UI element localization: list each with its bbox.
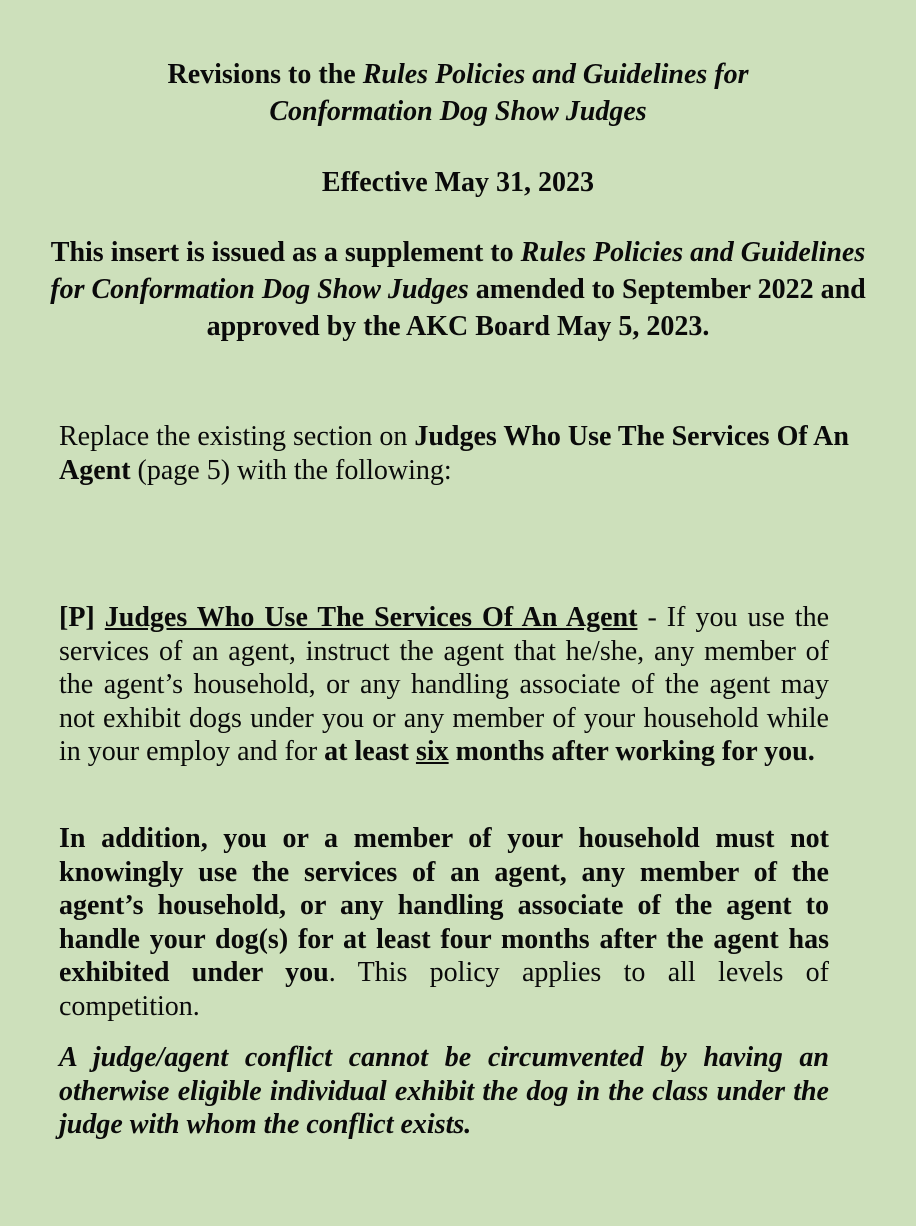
title-publication-line2: Conformation Dog Show Judges	[269, 96, 647, 127]
addition-plain-text: . This policy applies to all levels of competition.	[59, 957, 829, 1022]
conflict-paragraph: A judge/agent conflict cannot be circumvented by having an otherwise eligible individual exhibit the dog in the class under the judge with whom the conflict exists.	[59, 1042, 829, 1140]
addition-bold-text: In addition, you or a member of your household must not knowingly use the services of an agent, any member of the agent’s household, or any handling associate of the agent to handle your dog(s) for at least four months after the agent has exhibited under you	[59, 823, 829, 988]
insert-notice	[40, 234, 876, 345]
section-marker: [P]	[59, 602, 95, 633]
section-body: If you use the services of an agent, instruct the agent that he/she, any member of the agent’s household, or any handling associate of the agent may not exhibit dogs under you or any member of your household while in your employ and for	[59, 602, 830, 767]
insert-notice-intro: This insert is issued as a supplement to	[50, 237, 521, 268]
title-publication-line1: Rules Policies and Guidelines for	[362, 59, 749, 90]
section-at-least: at least	[324, 736, 416, 767]
section-six: six	[415, 736, 449, 767]
document-title	[40, 56, 876, 130]
section-months-after: months after working for you.	[448, 736, 815, 767]
insert-notice-approval: amended to September 2022 and approved by the AKC Board May 5, 2023.	[206, 274, 866, 342]
effective-date: Effective May 31, 2023	[321, 167, 595, 198]
addition-paragraph	[59, 822, 829, 1023]
replace-section-name: Judges Who Use The Services Of An Agent	[59, 421, 849, 486]
replace-instruction-tail: (page 5) with the following:	[130, 455, 452, 486]
title-prefix: Revisions to the	[167, 59, 363, 90]
agent-policy-paragraph	[59, 601, 829, 769]
replace-instruction	[59, 420, 859, 488]
replace-instruction-intro: Replace the existing section on	[59, 421, 415, 452]
section-heading: Judges Who Use The Services Of An Agent	[104, 602, 638, 633]
insert-notice-publication: Rules Policies and Guidelines for Conformation Dog Show Judges	[50, 237, 866, 305]
section-dash: -	[637, 602, 667, 633]
